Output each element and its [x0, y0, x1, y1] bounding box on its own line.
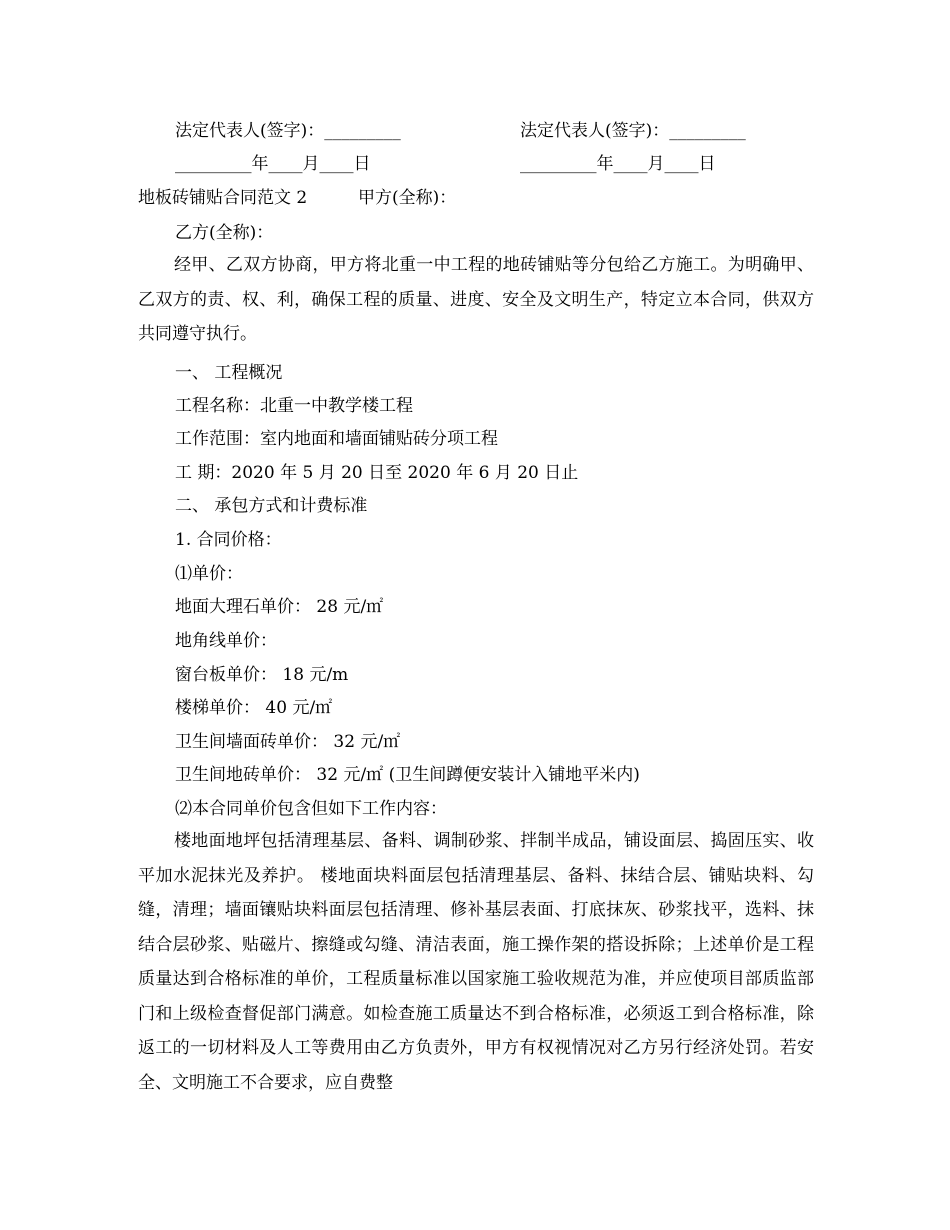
work-scope: 工作范围：室内地面和墙面铺贴砖分项工程 [175, 429, 498, 449]
price-bathroom-floor: 卫生间地砖单价： 32 元/㎡ (卫生间蹲便安装计入铺地平米内) [175, 765, 640, 785]
price-marble: 地面大理石单价： 28 元/㎡ [175, 597, 384, 617]
party-a-legal-rep-signature: 法定代表人(签字)：_________ [175, 121, 401, 141]
contract-title: 地板砖铺贴合同范文 2 [138, 188, 308, 208]
price-skirting: 地角线单价： [175, 631, 277, 651]
contract-price-heading: 1. 合同价格： [175, 530, 282, 550]
party-a-signature-date: _________年____月____日 [175, 154, 371, 174]
section-1-heading: 一、 工程概况 [175, 363, 283, 383]
party-b-label: 乙方(全称)： [175, 223, 274, 243]
intro-paragraph: 经甲、乙双方协商，甲方将北重一中工程的地砖铺贴等分包给乙方施工。为明确甲、乙双方的责、权、利，确保工程的质量、进度、安全及文明生产，特定立本合同，供双方共同遵守执行。 [138, 255, 814, 344]
includes-heading: ⑵本合同单价包含但如下工作内容： [175, 799, 447, 819]
construction-period: 工 期：2020 年 5 月 20 日至 2020 年 6 月 20 日止 [175, 463, 579, 483]
section-2-heading: 二、 承包方式和计费标准 [175, 496, 368, 516]
price-windowsill: 窗台板单价： 18 元/m [175, 665, 349, 685]
price-stairs: 楼梯单价： 40 元/㎡ [175, 698, 333, 718]
party-a-label: 甲方(全称)： [358, 188, 457, 208]
includes-paragraph: 楼地面地坪包括清理基层、备料、调制砂浆、拌制半成品，铺设面层、捣固压实、收平加水泥抹光及养护。 楼地面块料面层包括清理基层、备料、抹结合层、铺贴块料、勾缝，清理；墙面镶贴块料面层包括清理、修补基层表面、打底抹灰、砂浆找平，选料、抹结合层砂浆、贴磁片、擦缝或勾缝、清洁表面，施工操作架的搭设拆除；上述单价是工程质量达到合格标准的单价，工程质量标准以国家施工验收规范为准，并应使项目部质监部门和上级检查督促部门满意。如检查施工质量达不到合格标准，必须返工到合格标准，除返工的一切材料及人工等费用由乙方负责外，甲方有权视情况对乙方另行经济处罚。若安全、文明施工不合要求，应自费整 [138, 831, 814, 1093]
party-b-signature-date: _________年____月____日 [520, 154, 716, 174]
unit-price-heading: ⑴单价： [175, 564, 243, 584]
project-name: 工程名称：北重一中教学楼工程 [175, 396, 413, 416]
party-b-legal-rep-signature: 法定代表人(签字)：_________ [520, 121, 746, 141]
price-bathroom-wall: 卫生间墙面砖单价： 32 元/㎡ [175, 732, 401, 752]
